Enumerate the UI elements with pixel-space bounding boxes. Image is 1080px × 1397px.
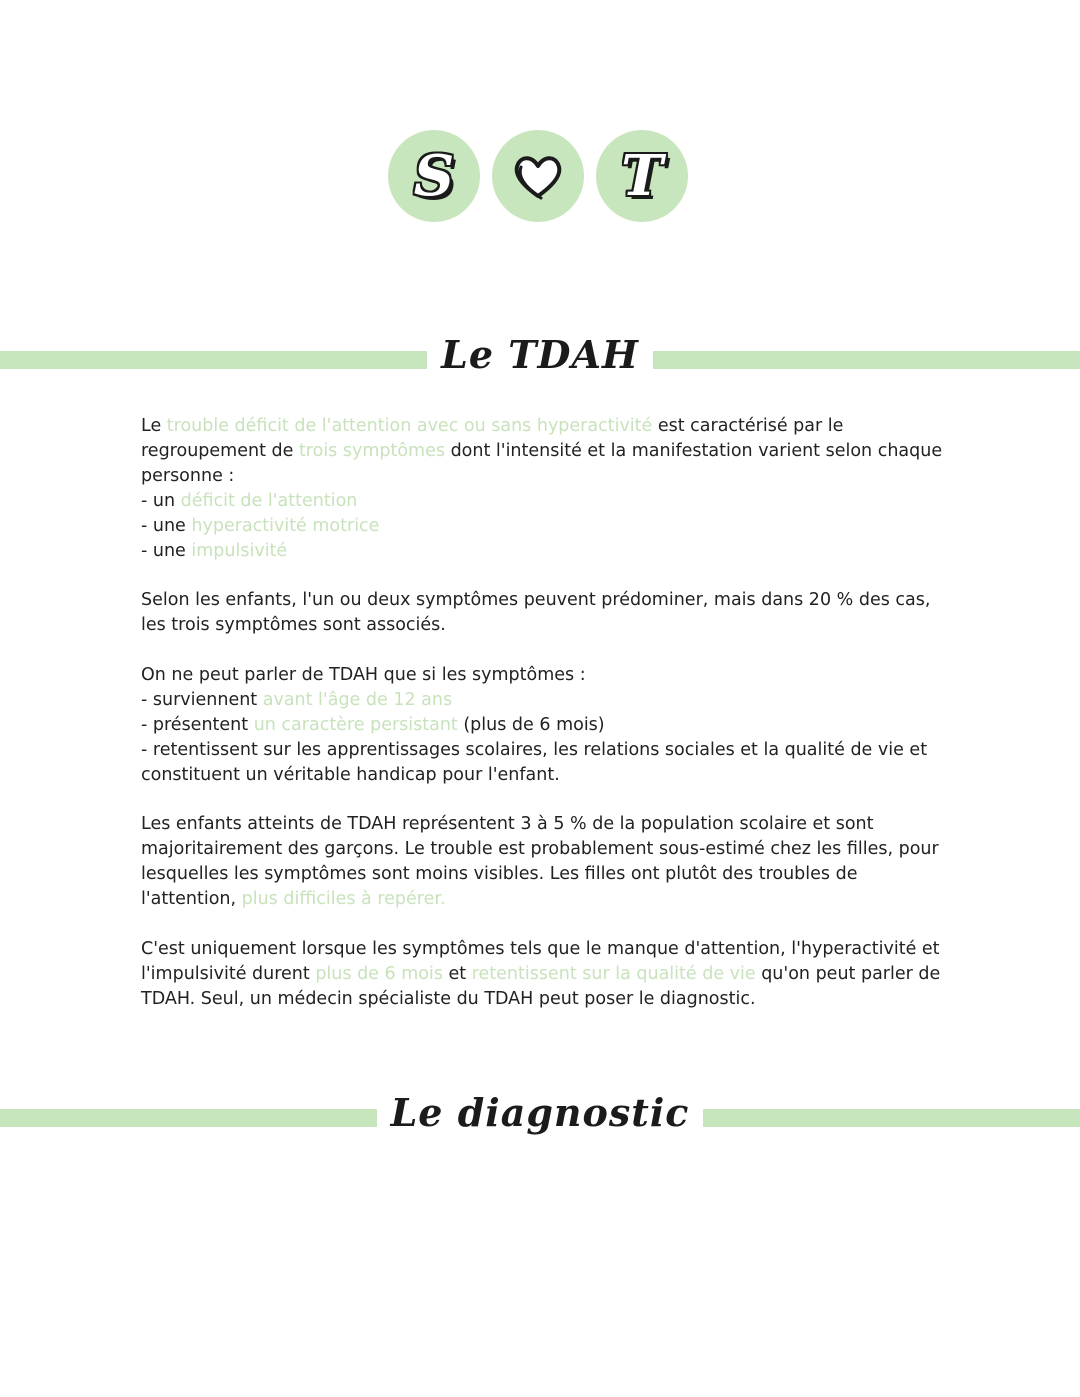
list-item-suffix: (plus de 6 mois)	[457, 714, 605, 735]
logo-letter-t: T	[621, 143, 663, 209]
list-item-highlight: avant l'âge de 12 ans	[262, 689, 453, 710]
list-item-criterion	[141, 738, 951, 788]
paragraph-predominance: Selon les enfants, l'un ou deux symptômes peuvent prédominer, mais dans 20 % des cas, les trois symptômes sont associés.	[141, 590, 931, 636]
list-item-highlight: hyperactivité motrice	[191, 515, 380, 536]
list-item-highlight: déficit de l'attention	[180, 490, 358, 511]
letter-s-bubble	[388, 130, 480, 222]
conditions-text-1: C'est uniquement lorsque les symptômes tels que le manque d'attention, l'hyperactivité et l'impulsivité durent	[141, 938, 940, 984]
intro-highlight-tdah: trouble déficit de l'attention avec ou sans hyperactivité	[166, 416, 653, 436]
paragraph-prevalence	[141, 812, 951, 912]
list-item-prefix: - une	[141, 540, 192, 561]
section-title-diagnostic	[0, 1090, 1080, 1135]
criteria-intro: On ne peut parler de TDAH que si les symptômes :	[141, 665, 586, 686]
heart-icon	[510, 148, 566, 204]
section-title-diagnostic-text: Le diagnostic	[377, 1090, 704, 1135]
conditions-text-3: qu'on peut parler de TDAH. Seul, un médecin spécialiste du TDAH peut poser le diagnostic.	[141, 963, 941, 1009]
conditions-highlight-duration: plus de 6 mois	[315, 963, 443, 984]
list-item-symptom	[141, 489, 951, 514]
conditions-text-2: et	[442, 963, 472, 984]
list-item-highlight: impulsivité	[191, 540, 288, 561]
list-item-criterion	[141, 688, 951, 713]
list-item-symptom	[141, 514, 951, 539]
prevalence-highlight: plus difficiles à repérer.	[241, 889, 446, 910]
intro-text-2: est caractérisé par le regroupement de	[141, 416, 844, 461]
intro-text-1: Le	[141, 416, 167, 436]
list-item-highlight: un caractère persistant	[253, 714, 458, 735]
intro-highlight-symptoms: trois symptômes	[298, 440, 445, 461]
letter-t-bubble	[596, 130, 688, 222]
prevalence-text: Les enfants atteints de TDAH représentent 3 à 5 % de la population scolaire et sont majoritairement des garçons. Le trouble est probablement sous-estimé chez les filles, pour lesquelles les symptômes sont moins visibles. Les filles ont plutôt des troubles de l'attention,	[141, 814, 939, 910]
intro-paragraph	[141, 414, 951, 489]
section-title-tdah	[0, 332, 1080, 377]
list-item-prefix: - présentent	[141, 714, 254, 735]
list-item-prefix: - une	[141, 515, 192, 536]
logo-letter-s: S	[413, 143, 455, 209]
list-item-prefix: - retentissent sur les apprentissages scolaires, les relations sociales et la qualité de vie et constituent un véritable handicap pour l'enfant.	[141, 739, 928, 785]
list-item-prefix: - surviennent	[141, 689, 263, 710]
heart-bubble	[492, 130, 584, 222]
list-item-prefix: - un	[141, 490, 181, 511]
svt-logo	[388, 130, 688, 222]
section-title-tdah-text: Le TDAH	[427, 332, 653, 377]
main-content	[141, 414, 951, 1012]
intro-text-3: dont l'intensité et la manifestation varient selon chaque personne :	[141, 440, 943, 486]
paragraph-diagnosis-conditions	[141, 937, 951, 1012]
list-item-criterion	[141, 713, 951, 738]
list-item-symptom	[141, 539, 951, 564]
conditions-highlight-impact: retentissent sur la qualité de vie	[471, 963, 756, 984]
